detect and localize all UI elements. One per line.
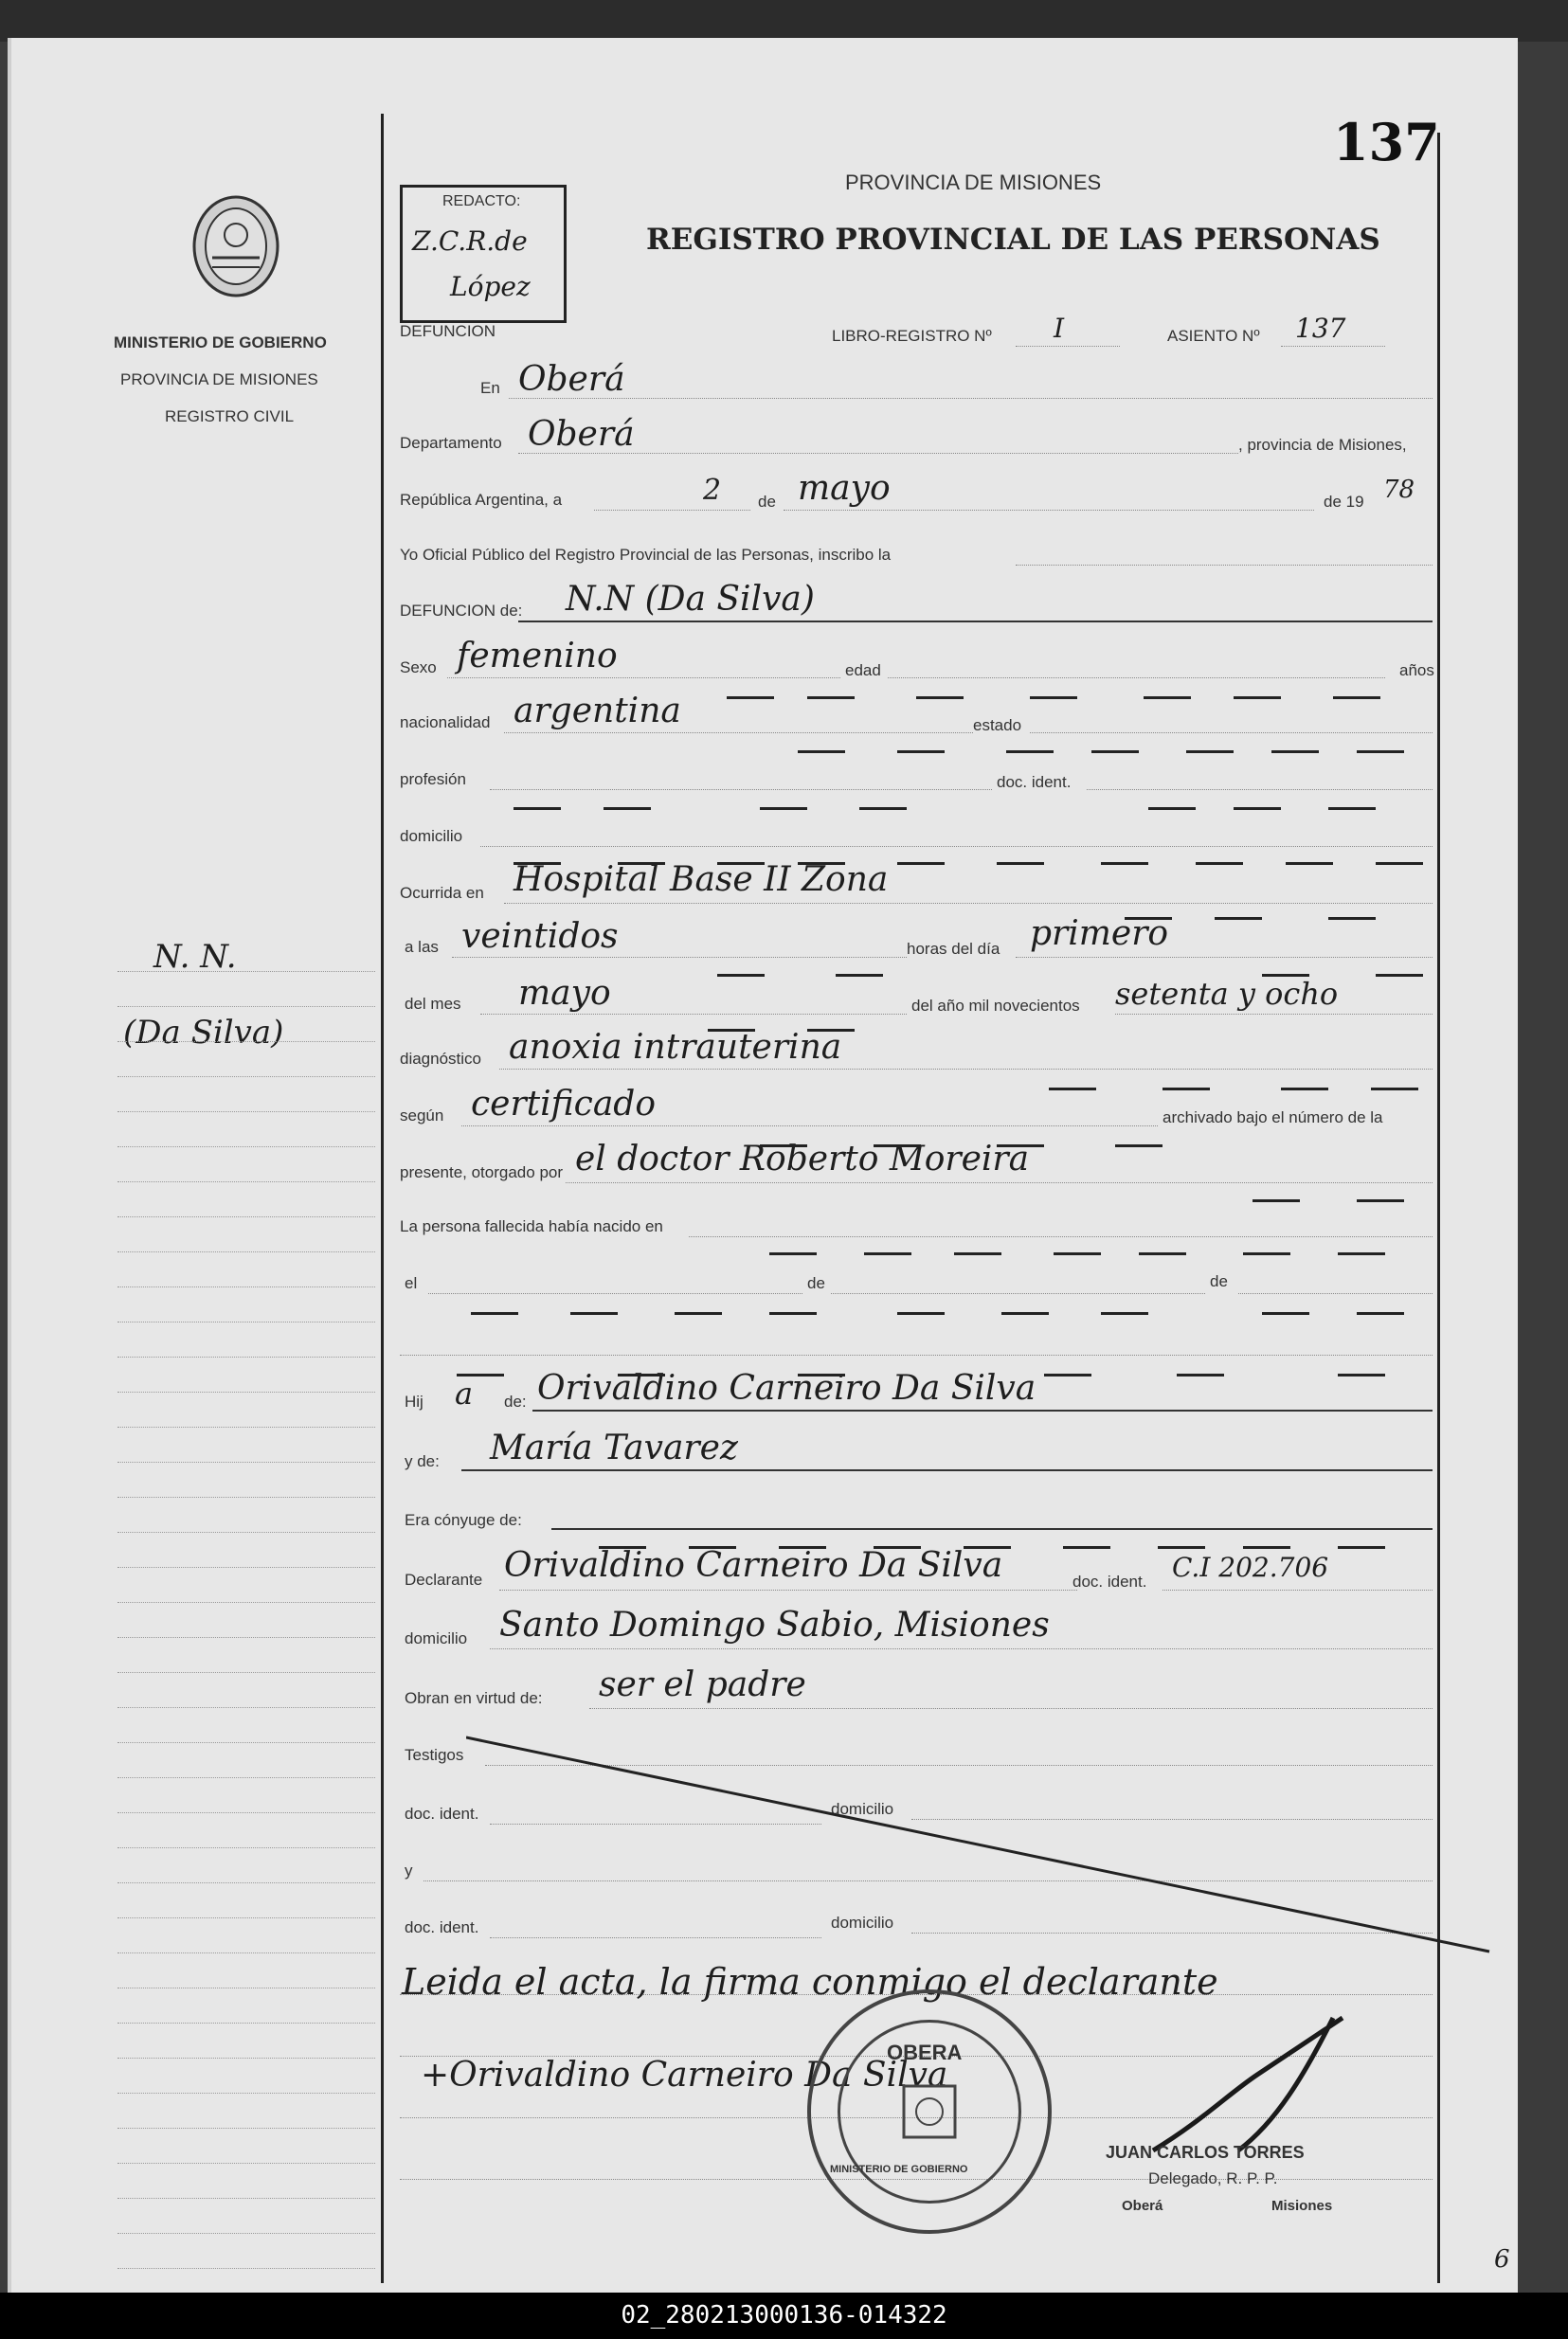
cancel-dash [769, 1252, 817, 1255]
nacionalidad-value: argentina [514, 692, 681, 730]
redacto-initials: Z.C.R.de [412, 225, 528, 257]
cancel-dash [779, 1546, 826, 1549]
cancel-dash [1328, 807, 1376, 810]
segun-value: certificado [471, 1085, 657, 1124]
ano-texto-value: setenta y ocho [1115, 976, 1339, 1012]
doc-ident-label: doc. ident. [997, 773, 1072, 791]
official-seal [807, 1989, 1052, 2234]
testigos-label: Testigos [405, 1746, 464, 1764]
cancel-dash [807, 1029, 855, 1032]
cancel-dash [1338, 1374, 1385, 1376]
left-margin-rule [381, 114, 384, 2283]
departamento-value: Oberá [528, 415, 635, 454]
departamento-label: Departamento [400, 434, 502, 452]
coat-of-arms-icon [184, 189, 288, 303]
nacido-label: La persona fallecida había nacido en [400, 1217, 663, 1235]
asiento-value: 137 [1295, 313, 1346, 344]
margin-ruled-line [117, 2233, 375, 2234]
dia-texto-value: primero [1030, 914, 1169, 953]
archivado-label: archivado bajo el número de la [1162, 1108, 1383, 1126]
margin-ruled-line [117, 1637, 375, 1638]
cancel-dash [1196, 862, 1243, 865]
cancel-dash [708, 1029, 755, 1032]
cancel-dash [874, 1144, 921, 1147]
cancel-dash [1001, 1312, 1049, 1315]
declarante-doc-value: C.I 202.706 [1172, 1552, 1329, 1583]
el-label: el [405, 1274, 418, 1292]
seal-shield-icon [896, 2078, 963, 2145]
margin-ruled-line [117, 1216, 375, 1217]
redacto-box [400, 185, 567, 323]
margin-ruled-line [117, 2163, 375, 2164]
margin-ruled-line [117, 2093, 375, 2094]
defuncion-de-label: DEFUNCION de: [400, 602, 523, 620]
cancel-dash [1234, 696, 1281, 699]
cancel-dash [570, 1312, 618, 1315]
hora-value: veintidos [461, 917, 619, 956]
margin-ruled-line [117, 1567, 375, 1568]
cancel-dash [964, 1546, 1011, 1549]
cancel-dash [997, 1144, 1044, 1147]
cancel-dash [1006, 750, 1054, 753]
cancel-dash [471, 1312, 518, 1315]
cancel-dash [1177, 1374, 1224, 1376]
day-value: 2 [703, 474, 722, 507]
declarante-label: Declarante [405, 1571, 483, 1589]
cancel-dash [1101, 1312, 1148, 1315]
declarante-signature: +Orivaldino Carneiro Da Silva [421, 2056, 948, 2095]
hija-de-label: de: [504, 1393, 527, 1411]
asiento-label: ASIENTO Nº [1167, 327, 1260, 345]
cancel-diagonal-line [466, 1734, 1499, 1961]
cancel-dash [807, 696, 855, 699]
cancel-dash [897, 862, 945, 865]
cancel-dash [1262, 974, 1309, 977]
stamp-province: Misiones [1271, 2198, 1333, 2214]
margin-ruled-line [117, 1006, 375, 1007]
cancel-dash [760, 807, 807, 810]
margin-ruled-line [117, 1707, 375, 1708]
margin-ruled-line [117, 2058, 375, 2059]
margin-ruled-line [117, 1146, 375, 1147]
margin-ruled-line [117, 1672, 375, 1673]
domicilio2-label: domicilio [405, 1629, 468, 1647]
margin-ruled-line [117, 1532, 375, 1533]
cancel-dash [1371, 1088, 1418, 1090]
doc-ident2-label: doc. ident. [1072, 1573, 1147, 1591]
cancel-dash [997, 862, 1044, 865]
margin-ruled-line [117, 1041, 375, 1042]
margin-ruled-line [117, 1917, 375, 1918]
otorgado-value: el doctor Roberto Moreira [575, 1140, 1030, 1178]
cancel-dash [798, 1374, 845, 1376]
cancel-dash [1357, 750, 1404, 753]
ocurrida-value: Hospital Base II Zona [514, 860, 889, 899]
official-name: JUAN CARLOS TORRES [1106, 2143, 1305, 2162]
padre-value: Orivaldino Carneiro Da Silva [537, 1369, 1036, 1408]
cancel-dash [675, 1312, 722, 1315]
margin-ruled-line [117, 1357, 375, 1358]
cancel-dash [1030, 696, 1077, 699]
obran-value: ser el padre [599, 1665, 806, 1704]
a-las-label: a las [405, 938, 439, 956]
cancel-dash [1262, 1312, 1309, 1315]
register-page [8, 38, 1518, 2293]
en-value: Oberá [518, 360, 625, 399]
image-id-bar: 02_280213000136-014322 [0, 2293, 1568, 2339]
y-label: y [405, 1862, 413, 1880]
cancel-dash [859, 807, 907, 810]
cancel-dash [1158, 1546, 1205, 1549]
margin-ruled-line [117, 2198, 375, 2199]
cancel-dash [1139, 1252, 1186, 1255]
margin-note-name: N. N. [153, 938, 237, 976]
stamp-place: Oberá [1122, 2198, 1163, 2214]
cancel-dash [604, 807, 651, 810]
de3-label: de [1210, 1272, 1228, 1290]
cancel-dash [864, 1252, 911, 1255]
cancel-dash [1054, 1252, 1101, 1255]
cancel-dash [1162, 1088, 1210, 1090]
presente-label: presente, otorgado por [400, 1163, 564, 1181]
nacionalidad-label: nacionalidad [400, 713, 491, 731]
cancel-dash [1253, 1199, 1300, 1202]
cancel-dash [514, 807, 561, 810]
anos-label: años [1399, 661, 1434, 679]
cancel-dash [1338, 1252, 1385, 1255]
obran-label: Obran en virtud de: [405, 1689, 543, 1707]
cancel-dash [618, 1374, 665, 1376]
cancel-dash [760, 1144, 807, 1147]
margin-ruled-line [117, 2268, 375, 2269]
cancel-dash [1271, 750, 1319, 753]
conyuge-label: Era cónyuge de: [405, 1511, 522, 1529]
diagnostico-value: anoxia intrauterina [509, 1028, 842, 1067]
registry-heading: REGISTRO PROVINCIAL DE LAS PERSONAS [646, 223, 1380, 257]
cancel-dash [1091, 750, 1139, 753]
cancel-dash [798, 750, 845, 753]
cancel-dash [717, 862, 765, 865]
official-title: Delegado, R. P. P. [1148, 2169, 1278, 2187]
cancel-dash [717, 974, 765, 977]
cancel-dash [798, 862, 845, 865]
margin-ruled-line [117, 1742, 375, 1743]
leida-acta-text: Leida el acta, la firma conmigo el declarante [402, 1961, 1218, 2003]
cancel-dash [1144, 696, 1191, 699]
ocurrida-label: Ocurrida en [400, 884, 484, 902]
cancel-dash [1357, 1199, 1404, 1202]
hij-label: Hij [405, 1393, 424, 1411]
cancel-dash [1115, 1144, 1162, 1147]
redacto-surname: López [450, 271, 531, 302]
horas-label: horas del día [907, 940, 1000, 958]
margin-ruled-line [117, 1812, 375, 1813]
seal-bottom-text: MINISTERIO DE GOBIERNO [830, 2164, 968, 2175]
margin-ruled-line [117, 1181, 375, 1182]
declarante-domicilio-value: Santo Domingo Sabio, Misiones [499, 1606, 1050, 1645]
mes-texto-value: mayo [518, 974, 611, 1013]
margin-ruled-line [117, 1847, 375, 1848]
cancel-dash [1125, 917, 1172, 920]
margin-ruled-line [117, 971, 375, 972]
seal-top-text: OBERA [887, 2041, 963, 2064]
cancel-dash [1063, 1546, 1110, 1549]
cancel-dash [1243, 1252, 1290, 1255]
doc-ident3-label: doc. ident. [405, 1805, 479, 1823]
margin-ruled-line [117, 1462, 375, 1463]
cancel-dash [1234, 807, 1281, 810]
sexo-label: Sexo [400, 658, 437, 676]
margin-ruled-line [117, 1251, 375, 1252]
cancel-dash [954, 1252, 1001, 1255]
deceased-name: N.N (Da Silva) [566, 580, 815, 619]
corner-mark: 6 [1494, 2245, 1510, 2274]
month-value: mayo [798, 469, 891, 508]
cancel-dash [769, 1312, 817, 1315]
provincia-label: , provincia de Misiones, [1238, 436, 1407, 454]
margin-ruled-line [117, 1076, 375, 1077]
cancel-dash [897, 750, 945, 753]
cancel-dash [727, 696, 774, 699]
doc-ident4-label: doc. ident. [405, 1918, 479, 1936]
cancel-dash [1148, 807, 1196, 810]
cancel-dash [457, 1374, 504, 1376]
province-heading: PROVINCIA DE MISIONES [845, 171, 1102, 194]
en-label: En [480, 379, 500, 397]
republica-label: República Argentina, a [400, 491, 563, 509]
margin-ruled-line [117, 1286, 375, 1287]
margin-ruled-line [117, 1392, 375, 1393]
de2-label: de [807, 1274, 825, 1292]
yo-oficial-label: Yo Oficial Público del Registro Provincial de las Personas, inscribo la [400, 546, 892, 564]
profesion-label: profesión [400, 770, 466, 788]
margin-ruled-line [117, 1602, 375, 1603]
year-prefix-label: de 19 [1324, 493, 1364, 511]
domicilio3-label: domicilio [831, 1800, 894, 1818]
cancel-dash [1338, 1546, 1385, 1549]
cancel-dash [897, 1312, 945, 1315]
cancel-dash [618, 862, 665, 865]
margin-ruled-line [117, 1882, 375, 1883]
segun-label: según [400, 1107, 444, 1125]
edad-label: edad [845, 661, 881, 679]
page-number: 137 [1333, 112, 1440, 172]
cancel-dash [1286, 862, 1333, 865]
cancel-dash [916, 696, 964, 699]
margin-ruled-line [117, 1777, 375, 1778]
diagnostico-label: diagnóstico [400, 1050, 482, 1068]
del-ano-label: del año mil novecientos [911, 997, 1080, 1015]
de-label: de [758, 493, 776, 511]
declarante-value: Orivaldino Carneiro Da Silva [504, 1546, 1003, 1585]
cancel-dash [1243, 1546, 1290, 1549]
ministry-title: MINISTERIO DE GOBIERNO [114, 333, 327, 351]
libro-label: LIBRO-REGISTRO Nº [832, 327, 992, 345]
margin-ruled-line [117, 1497, 375, 1498]
estado-label: estado [973, 716, 1022, 734]
margin-ruled-line [117, 2128, 375, 2129]
margin-ruled-line [117, 1427, 375, 1428]
sexo-value: femenino [457, 637, 618, 675]
cancel-dash [1049, 1088, 1096, 1090]
cancel-dash [1215, 917, 1262, 920]
libro-value: I [1054, 313, 1065, 344]
province-title: PROVINCIA DE MISIONES [120, 370, 318, 388]
madre-value: María Tavarez [490, 1429, 738, 1467]
official-signature [1144, 1980, 1390, 2169]
del-mes-label: del mes [405, 995, 461, 1013]
cancel-dash [599, 1546, 646, 1549]
cancel-dash [1333, 696, 1380, 699]
y-de-label: y de: [405, 1452, 440, 1470]
cancel-dash [836, 974, 883, 977]
cancel-dash [1357, 1312, 1404, 1315]
cancel-dash [514, 862, 561, 865]
cancel-dash [1186, 750, 1234, 753]
domicilio4-label: domicilio [831, 1914, 894, 1932]
registry-civil-title: REGISTRO CIVIL [165, 407, 295, 425]
cancel-dash [1101, 862, 1148, 865]
cancel-dash [1328, 917, 1376, 920]
domicilio-label: domicilio [400, 827, 463, 845]
cancel-dash [874, 1546, 921, 1549]
cancel-dash [1281, 1088, 1328, 1090]
margin-ruled-line [117, 1111, 375, 1112]
cancel-dash [689, 1546, 736, 1549]
year-value: 78 [1383, 476, 1415, 504]
cancel-dash [1376, 862, 1423, 865]
cancel-dash [1376, 974, 1423, 977]
cancel-dash [1044, 1374, 1091, 1376]
margin-ruled-line [117, 2023, 375, 2024]
margin-note-surname: (Da Silva) [123, 1014, 284, 1052]
redacto-label: REDACTO: [442, 193, 521, 209]
margin-ruled-line [117, 1952, 375, 1953]
defuncion-label: DEFUNCION [400, 322, 496, 340]
hij-letter: a [455, 1376, 474, 1412]
scan-top-edge [0, 0, 1568, 42]
